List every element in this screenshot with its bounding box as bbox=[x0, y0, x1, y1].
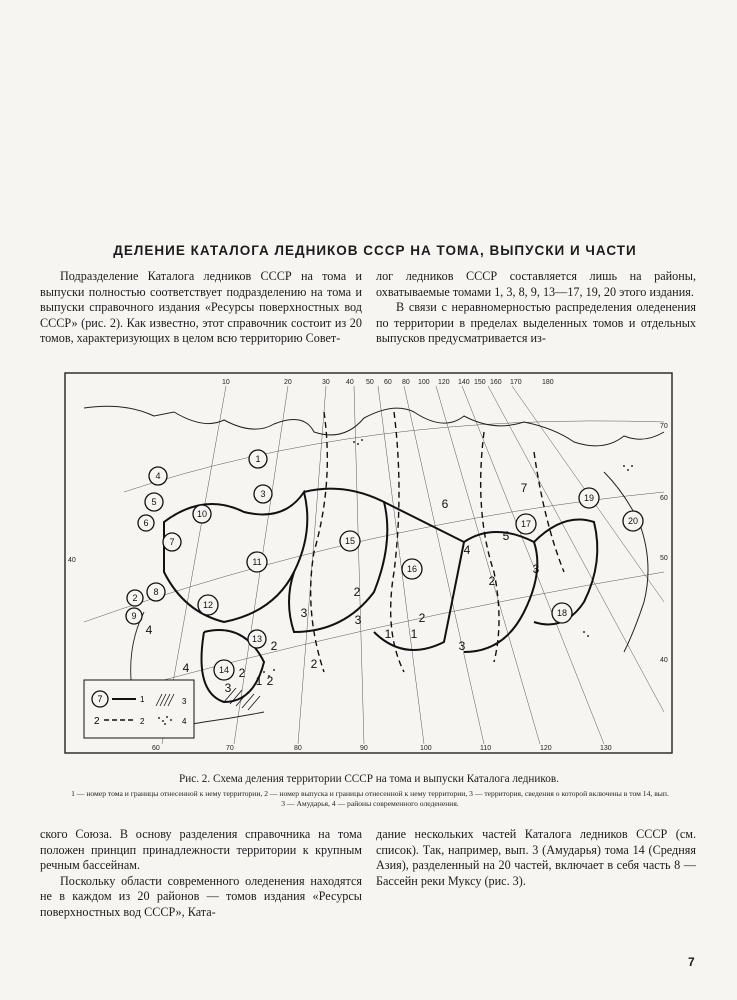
issue-label: 4 bbox=[145, 623, 153, 637]
volume-marker bbox=[198, 595, 218, 615]
paragraph: Поскольку области современного оледенения находятся не в каждом из 20 районов — томов издания «Ресурсы поверхностных вод СССР», Ката- bbox=[40, 873, 362, 919]
longitude-label: 150 bbox=[474, 379, 486, 386]
volume-marker bbox=[193, 505, 211, 523]
latitude-label: 50 bbox=[660, 555, 668, 562]
longitude-label: 90 bbox=[360, 745, 368, 752]
issue-label: 3 bbox=[458, 639, 466, 653]
arctic-coast bbox=[84, 406, 664, 446]
longitude-label: 30 bbox=[322, 379, 330, 386]
issue-label: 3 bbox=[300, 606, 308, 620]
svg-text:8: 8 bbox=[153, 587, 159, 597]
longitude-label: 70 bbox=[226, 745, 234, 752]
svg-text:19: 19 bbox=[583, 493, 595, 503]
issue-label: 3 bbox=[224, 681, 232, 695]
issue-label: 2 bbox=[270, 639, 278, 653]
longitude-label: 120 bbox=[438, 379, 450, 386]
figure-legend-text: 1 — номер тома и границы отнесенной к нему территории, 2 — номер выпуска и границы отнесенной к нему территории, 3 — территория, сведения о которой включены в том 14, вып. 3 — Амударья, 4 — районы современного оледенения. bbox=[71, 789, 669, 808]
longitude-label: 140 bbox=[458, 379, 470, 386]
legend-label: 1 bbox=[140, 695, 145, 704]
issue-label: 2 bbox=[310, 657, 318, 671]
issue-label: 1 bbox=[410, 627, 418, 641]
map-legend bbox=[84, 680, 194, 738]
volume-marker bbox=[340, 531, 360, 551]
text-column-top-left bbox=[40, 269, 362, 347]
issue-label: 4 bbox=[463, 543, 471, 557]
longitude-label: 20 bbox=[284, 379, 292, 386]
volume-marker bbox=[147, 583, 165, 601]
longitude-label: 160 bbox=[490, 379, 502, 386]
paragraph: Подразделение Каталога ледников СССР на тома и выпуски полностью соответствует подразделению на тома и выпуски справочного издания «Ресурсы поверхностных вод СССР» (рис. 2). Как известно, этот справочник состоит из 20 томов, характеризующих в целом всю территорию Совет- bbox=[40, 269, 362, 346]
longitude-label: 60 bbox=[384, 379, 392, 386]
volume-marker bbox=[214, 660, 234, 680]
paragraph: дание нескольких частей Каталога ледников СССР (см. список). Так, например, вып. 3 (Амударья) тома 14 (Средняя Азия), разделенный на 20 частей, включает в себя часть 8 — Бассейн реки Муксу (рис. 3). bbox=[376, 827, 696, 888]
latitude-label: 40 bbox=[68, 557, 76, 564]
volume-marker bbox=[138, 515, 154, 531]
issue-label: 2 bbox=[488, 574, 496, 588]
svg-text:20: 20 bbox=[627, 516, 639, 526]
latitude-label: 70 bbox=[660, 423, 668, 430]
latitude-label: 40 bbox=[660, 657, 668, 664]
volume-marker bbox=[623, 511, 643, 531]
paragraph: ского Союза. В основу разделения справочника на тома положен принцип принадлежности территории к крупным речным бассейнам. bbox=[40, 827, 362, 873]
legend-label: 4 bbox=[182, 717, 187, 726]
svg-text:14: 14 bbox=[218, 665, 230, 675]
latitude-label: 60 bbox=[660, 495, 668, 502]
legend-label: 3 bbox=[182, 697, 187, 706]
volume-marker bbox=[247, 552, 267, 572]
longitude-label: 60 bbox=[152, 745, 160, 752]
legend-label: 2 bbox=[140, 717, 145, 726]
svg-text:1: 1 bbox=[255, 454, 261, 464]
svg-text:2: 2 bbox=[132, 593, 138, 603]
volume-marker bbox=[579, 488, 599, 508]
svg-text:6: 6 bbox=[143, 518, 149, 528]
issue-label: 2 bbox=[266, 674, 274, 688]
longitude-label: 80 bbox=[402, 379, 410, 386]
issue-label: 4 bbox=[182, 661, 190, 675]
longitude-label: 180 bbox=[542, 379, 554, 386]
volume-marker bbox=[126, 608, 142, 624]
volume-marker bbox=[145, 493, 163, 511]
svg-text:5: 5 bbox=[151, 497, 157, 507]
volume-marker bbox=[516, 514, 536, 534]
issue-label: 2 bbox=[418, 611, 426, 625]
volume-marker bbox=[163, 533, 181, 551]
svg-text:10: 10 bbox=[196, 509, 208, 519]
latitude-labels bbox=[68, 423, 668, 664]
paragraph: лог ледников СССР составляется лишь на районы, охватываемые томами 1, 3, 8, 9, 13—17, 19, 20 этого издания. bbox=[376, 269, 696, 299]
bottom-longitude-labels bbox=[152, 745, 612, 752]
issue-label: 2 bbox=[238, 666, 246, 680]
longitude-label: 100 bbox=[418, 379, 430, 386]
issue-label: 5 bbox=[502, 529, 510, 543]
figure-caption: Рис. 2. Схема деления территории СССР на тома и выпуски Каталога ледников. bbox=[179, 773, 559, 785]
volume-marker bbox=[552, 603, 572, 623]
longitude-label: 10 bbox=[222, 379, 230, 386]
volume-marker bbox=[402, 559, 422, 579]
issue-label: 3 bbox=[532, 562, 540, 576]
volume-marker bbox=[254, 485, 272, 503]
volume-marker bbox=[127, 590, 143, 606]
paragraph: В связи с неравномерностью распределения оледенения по территории в пределах выделенных томов и отдельных выпусков предусматривается из- bbox=[376, 300, 696, 346]
issue-label: 1 bbox=[255, 674, 263, 688]
longitude-label: 130 bbox=[600, 745, 612, 752]
top-longitude-labels bbox=[222, 379, 554, 386]
issue-label: 2 bbox=[353, 585, 361, 599]
volume-marker bbox=[249, 450, 267, 468]
longitude-label: 40 bbox=[346, 379, 354, 386]
text-column-bottom-left bbox=[40, 827, 362, 921]
text-column-bottom-right bbox=[376, 827, 696, 889]
longitude-label: 170 bbox=[510, 379, 522, 386]
issue-label: 7 bbox=[520, 481, 528, 495]
legend-issue-number: 2 bbox=[94, 716, 100, 727]
volume-marker bbox=[149, 467, 167, 485]
svg-text:3: 3 bbox=[260, 489, 266, 499]
section-title: ДЕЛЕНИЕ КАТАЛОГА ЛЕДНИКОВ СССР НА ТОМА, ВЫПУСКИ И ЧАСТИ bbox=[113, 243, 637, 258]
longitude-label: 50 bbox=[366, 379, 374, 386]
ussr-map-figure bbox=[64, 372, 673, 754]
svg-text:9: 9 bbox=[131, 611, 137, 621]
volume-markers bbox=[126, 450, 643, 680]
svg-text:13: 13 bbox=[251, 634, 263, 644]
svg-text:11: 11 bbox=[252, 557, 262, 567]
svg-text:18: 18 bbox=[556, 608, 568, 618]
longitude-label: 120 bbox=[540, 745, 552, 752]
issue-label: 6 bbox=[441, 497, 449, 511]
svg-text:17: 17 bbox=[520, 519, 532, 529]
pacific-coast bbox=[604, 472, 648, 652]
legend-volume-number: 7 bbox=[97, 694, 103, 704]
page-number: 7 bbox=[688, 955, 695, 969]
svg-text:4: 4 bbox=[155, 471, 161, 481]
svg-text:16: 16 bbox=[406, 564, 418, 574]
text-column-top-right bbox=[376, 269, 696, 347]
longitude-label: 80 bbox=[294, 745, 302, 752]
map-svg bbox=[64, 372, 673, 754]
svg-text:15: 15 bbox=[344, 536, 356, 546]
issue-label: 3 bbox=[354, 613, 362, 627]
volume-marker bbox=[248, 630, 266, 648]
svg-text:7: 7 bbox=[169, 537, 175, 547]
svg-text:12: 12 bbox=[202, 600, 214, 610]
issue-label: 1 bbox=[384, 627, 392, 641]
longitude-label: 110 bbox=[480, 745, 492, 752]
longitude-label: 100 bbox=[420, 745, 432, 752]
